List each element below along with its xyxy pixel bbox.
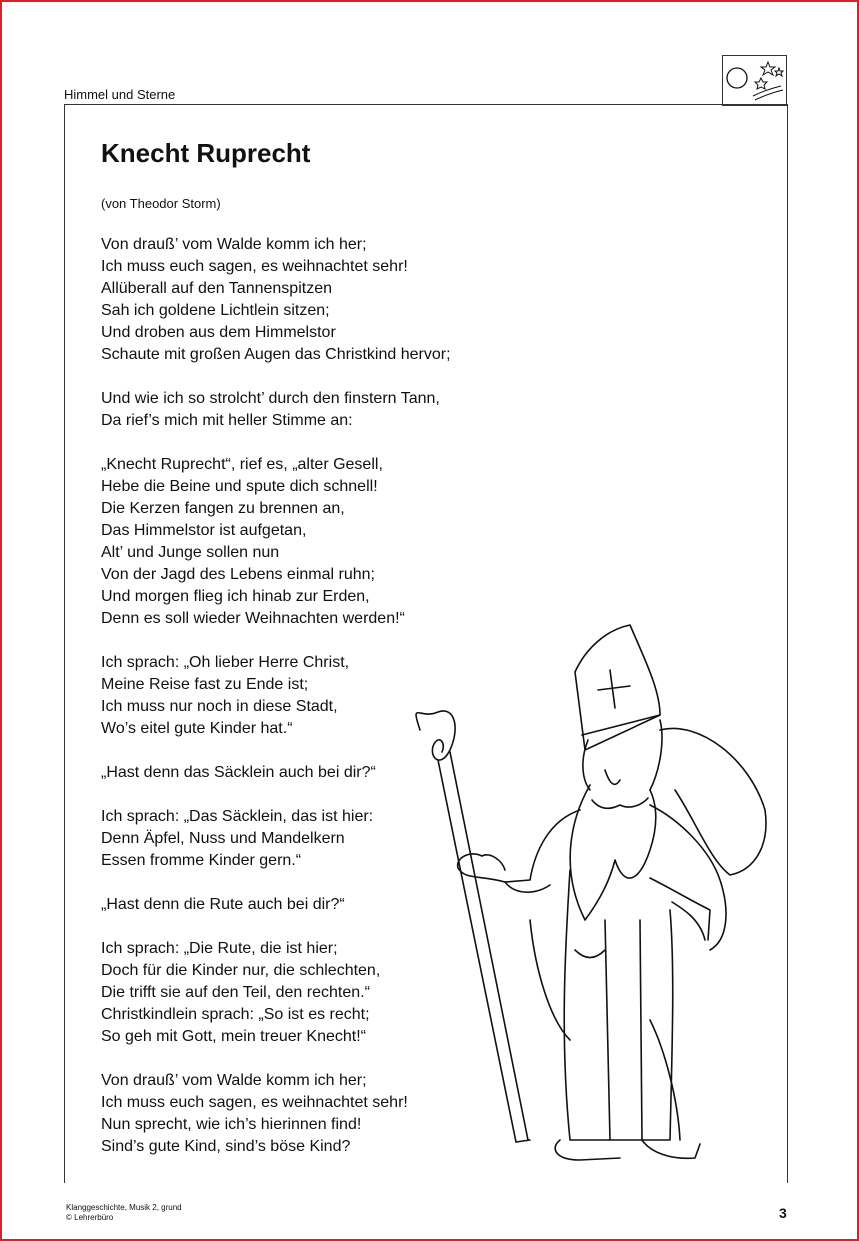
poem-line: Und morgen flieg ich hinab zur Erden, — [101, 588, 370, 605]
poem-line: Ich muss euch sagen, es weihnachtet sehr! — [101, 258, 408, 275]
poem-line: Das Himmelstor ist aufgetan, — [101, 522, 307, 539]
poem-line: Alt’ und Junge sollen nun — [101, 544, 280, 561]
poem-line: Sind’s gute Kind, sind’s böse Kind? — [101, 1138, 351, 1155]
poem-line: Die trifft sie auf den Teil, den rechten.“ — [101, 984, 370, 1001]
poem-line: Und droben aus dem Himmelstor — [101, 324, 336, 341]
knecht-ruprecht-illustration — [410, 620, 780, 1170]
poem-line: Da rief’s mich mit heller Stimme an: — [101, 412, 353, 429]
poem-line: „Knecht Ruprecht“, rief es, „alter Gesell, — [101, 456, 383, 473]
poem-stanza — [101, 388, 581, 432]
section-label: Himmel und Sterne — [64, 87, 176, 102]
moon-and-stars-icon — [722, 55, 787, 106]
poem-line: Sah ich goldene Lichtlein sitzen; — [101, 302, 330, 319]
poem-line: Doch für die Kinder nur, die schlechten, — [101, 962, 381, 979]
poem-line: Ich sprach: „Oh lieber Herre Christ, — [101, 654, 350, 671]
poem-line: Von drauß’ vom Walde komm ich her; — [101, 1072, 367, 1089]
poem-line: Essen fromme Kinder gern.“ — [101, 852, 302, 869]
poem-line: „Hast denn die Rute auch bei dir?“ — [101, 896, 345, 913]
poem-line: Denn es soll wieder Weihnachten werden!“ — [101, 610, 405, 627]
poem-line: Wo’s eitel gute Kinder hat.“ — [101, 720, 293, 737]
poem-line: Von drauß’ vom Walde komm ich her; — [101, 236, 367, 253]
poem-line: Ich sprach: „Die Rute, die ist hier; — [101, 940, 338, 957]
poem-line: Von der Jagd des Lebens einmal ruhn; — [101, 566, 375, 583]
poem-line: Nun sprecht, wie ich’s hierinnen find! — [101, 1116, 362, 1133]
author-line: (von Theodor Storm) — [101, 196, 221, 211]
poem-line: Die Kerzen fangen zu brennen an, — [101, 500, 345, 517]
poem-line: Meine Reise fast zu Ende ist; — [101, 676, 309, 693]
footer-credit: Klanggeschichte, Musik 2, grund © Lehrerbüro — [66, 1203, 182, 1222]
poem-line: Allüberall auf den Tannenspitzen — [101, 280, 332, 297]
poem-line: Denn Äpfel, Nuss und Mandelkern — [101, 830, 345, 847]
poem-line: Schaute mit großen Augen das Christkind hervor; — [101, 346, 451, 363]
poem-line: Ich muss euch sagen, es weihnachtet sehr! — [101, 1094, 408, 1111]
poem-line: Christkindlein sprach: „So ist es recht; — [101, 1006, 370, 1023]
poem-line: Und wie ich so strolcht’ durch den finstern Tann, — [101, 390, 440, 407]
poem-line: Ich sprach: „Das Säcklein, das ist hier: — [101, 808, 374, 825]
poem-stanza — [101, 454, 581, 630]
poem-stanza — [101, 234, 581, 366]
page-title: Knecht Ruprecht — [101, 138, 311, 168]
poem-line: So geh mit Gott, mein treuer Knecht!“ — [101, 1028, 367, 1045]
poem-line: „Hast denn das Säcklein auch bei dir?“ — [101, 764, 376, 781]
poem-line: Ich muss nur noch in diese Stadt, — [101, 698, 338, 715]
poem-line: Hebe die Beine und spute dich schnell! — [101, 478, 378, 495]
page-number: 3 — [779, 1205, 787, 1221]
